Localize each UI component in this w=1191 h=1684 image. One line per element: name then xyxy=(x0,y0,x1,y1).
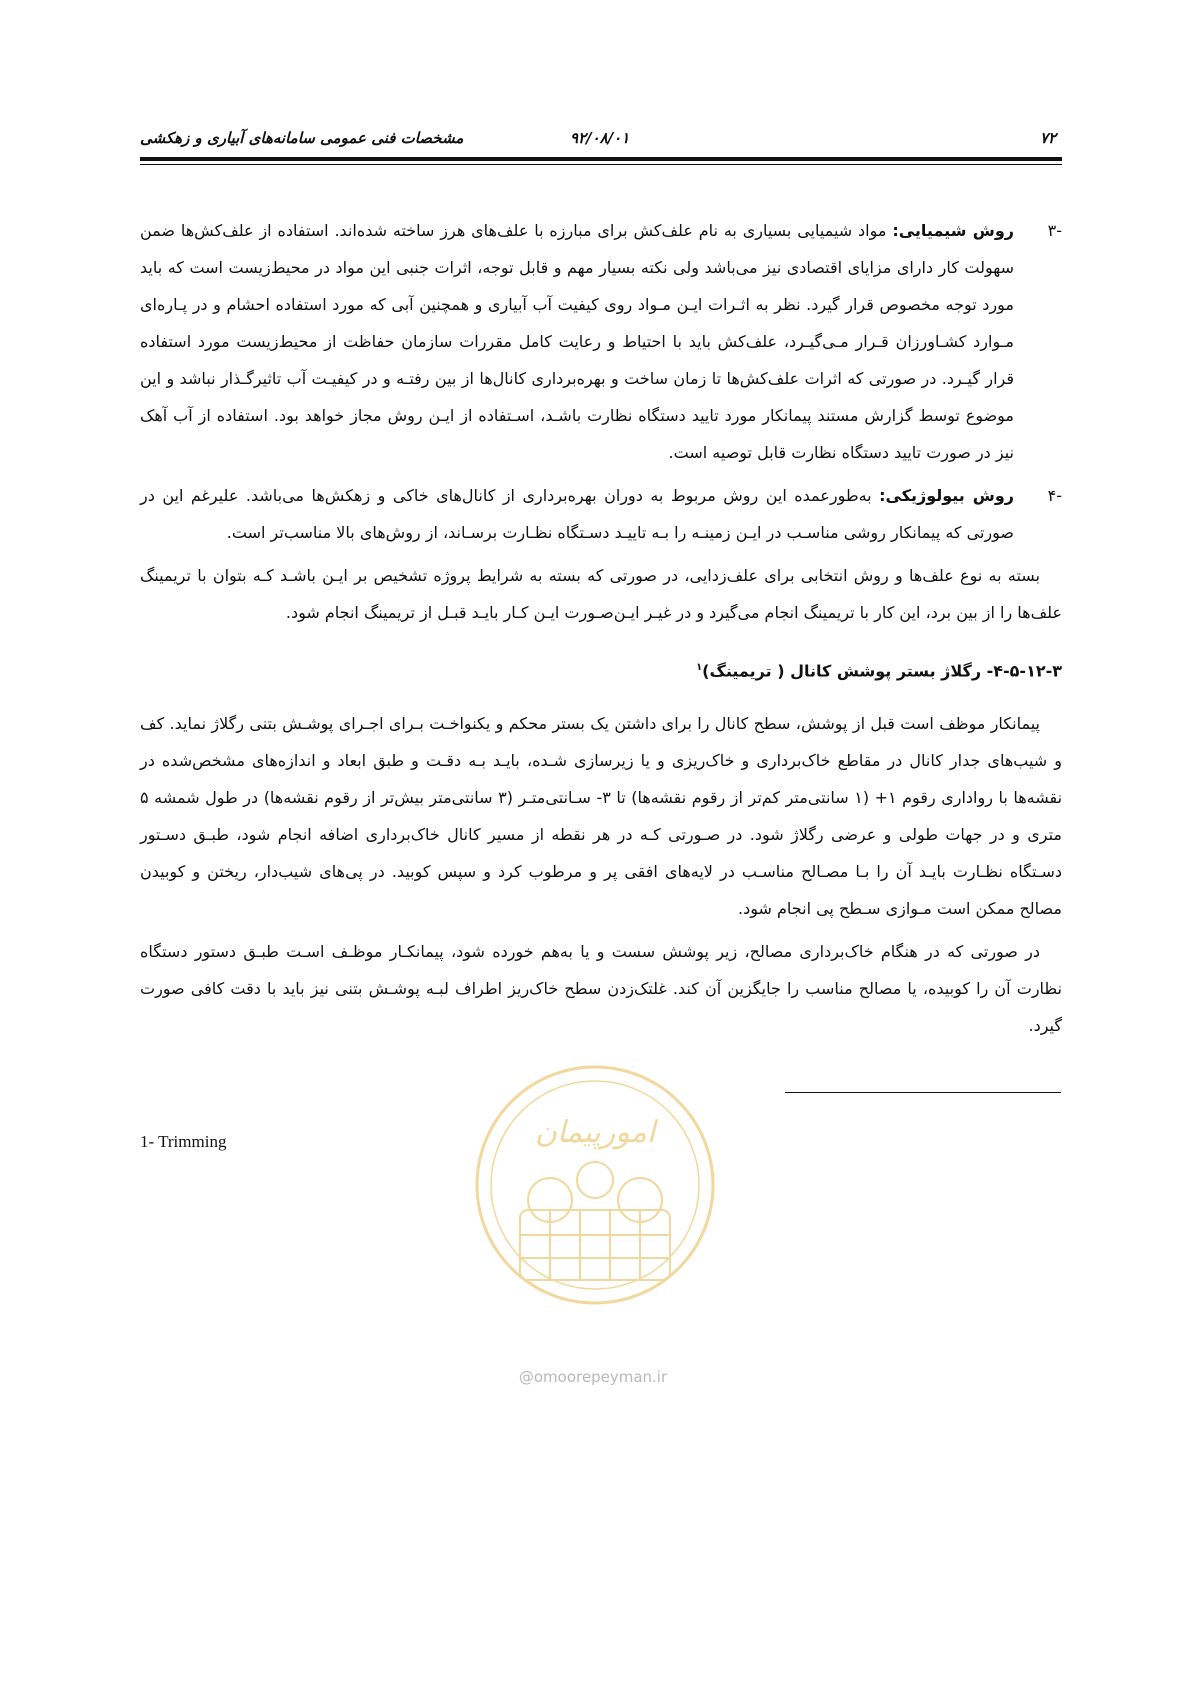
section-heading-text: ۴-۵-۱۲-۳- رگلاژ بستر پوشش کانال ( تریمینگ) xyxy=(702,661,1062,681)
list-item-text: مواد شیمیایی بسیاری به نام علف‌کش برای مبارزه با علف‌های هرز ساخته شده‌اند. استفاده از علف‌کش‌ها ضمن سهولت کار دارای مزایای اقتصادی نیز می‌باشد ولی نکته بسیار مهم و قابل توجه، اثرات جنبی این مواد در محیط‌زیست است که باید مورد توجه مخصوص قرار گیرد. نظر به اثـرات ایـن مـواد روی کیفیت آب آبیاری و همچنین آبی که مورد استفاده احشام و در پـاره‌ای مـوارد کشـاورزان قـرار مـی‌گیـرد، علف‌کش باید با احتیاط و رعایت کامل مقررات سازمان حفاظت از محیط‌زیست مورد استفاده قرار گیـرد. در صورتی که اثرات علف‌کش‌ها تا زمان ساخت و بهره‌برداری کانال‌ها از بین رفتـه و در کیفیـت آب تاثیرگـذار نباشد و این موضوع توسط گزارش مستند پیمانکار مورد تایید دستگاه نظارت باشـد، اسـتفاده از ایـن روش مجاز خواهد بود. استفاده از آب آهک نیز در صورت تایید دستگاه نظارت قابل توصیه است. xyxy=(140,221,1014,462)
list-item-number: -۳ xyxy=(1047,221,1062,240)
watermark-logo-text: امورپیمان xyxy=(534,1115,656,1150)
footnote-text: 1- Trimming xyxy=(140,1132,227,1151)
body-text xyxy=(140,212,1062,1044)
list-item-title: روش شیمیایی: xyxy=(892,221,1015,240)
header-date: ۹۲/۰۸/۰۱ xyxy=(570,129,630,147)
header-page-number: ۷۲ xyxy=(1040,129,1057,147)
footnote-rule xyxy=(785,1092,1061,1093)
header-rule-thin xyxy=(140,164,1062,165)
list-item-content xyxy=(140,477,1014,551)
watermark-logo xyxy=(470,1060,720,1310)
list-item-title: روش بیولوژیکی: xyxy=(879,486,1014,505)
list-item-biological-method xyxy=(140,477,1062,551)
header-rule-thick xyxy=(140,157,1062,161)
footnote-reference: ۱ xyxy=(696,662,703,673)
header-title: مشخصات فنی عمومی سامانه‌های آبیاری و زهکشی xyxy=(140,129,464,147)
paragraph-trimming-requirements: پیمانکار موظف است قبل از پوشش، سطح کانال را برای داشتن یک بستر محکم و یکنواخـت بـرای اجـرای پوشـش بتنی رگلاژ نماید. کف و شیب‌های جدار کانال در مقاطع خاک‌برداری و خاک‌ریزی و یا زیرسازی شـده، بایـد بـه دقـت و طبق ابعاد و اندازه‌های مشخص‌شده در نقشه‌ها با رواداری رقوم ۱+ (۱ سانتی‌متر کم‌تر از رقوم نقشه‌ها) تا ۳- سـانتی‌متـر (۳ سانتی‌متر بیش‌تر از رقوم نقشه‌ها) در طول شمشه ۵ متری و در جهات طولی و عرضی رگلاژ شود. در صـورتی کـه در هر نقطه از مسیر کانال خاک‌برداری اضافه انجام شود، طبـق دسـتور دسـتگاه نظـارت بایـد آن را بـا مصـالح مناسـب در لایه‌های افقی پر و مرطوب کرد و سپس کوبید. در پی‌های شیب‌دار، ریختن و کوبیدن مصالح ممکن است مـوازی سـطح پی انجام شود. xyxy=(140,714,1063,919)
paragraph-weed-removal: بسته به نوع علف‌ها و روش انتخابی برای علف‌زدایی، در صورتی که بسته به شرایط پروژه تشخیص بر ایـن باشـد کـه بتوان با تریمینگ علف‌ها را از بین برد، این کار با تریمینگ انجام می‌گیرد و در غیـر ایـن‌صـورت ایـن کـار بایـد قبـل از تریمینگ انجام شود. xyxy=(140,566,1062,622)
list-item-content xyxy=(140,212,1014,471)
section-heading xyxy=(140,649,1062,689)
paragraph-compaction: در صورتی که در هنگام خاک‌برداری مصالح، زیر پوشش سست و یا به‌هم خورده شود، پیمانکـار موظـف اسـت طبـق دستور دستگاه نظارت آن را کوبیده، یا مصالح مناسب را جایگزین آن کند. غلتک‌زدن سطح خاک‌ریز اطراف لبـه پوشـش بتنی نیز باید با دقت کافی صورت گیرد. xyxy=(140,942,1062,1036)
list-item-chemical-method xyxy=(140,212,1062,471)
list-item-number: -۴ xyxy=(1047,486,1062,505)
watermark-site: @omoorepeyman.ir xyxy=(518,1368,668,1386)
list-item-text: به‌طورعمده این روش مربوط به دوران بهره‌برداری از کانال‌های خاکی و زهکش‌ها می‌باشد. علیرغم این در صورتی که پیمانکار روشی مناسـب در ایـن زمینـه را بـه تاییـد دسـتگاه نظـارت برسـاند، از روش‌های بالا مناسب‌تر است. xyxy=(140,486,1014,542)
